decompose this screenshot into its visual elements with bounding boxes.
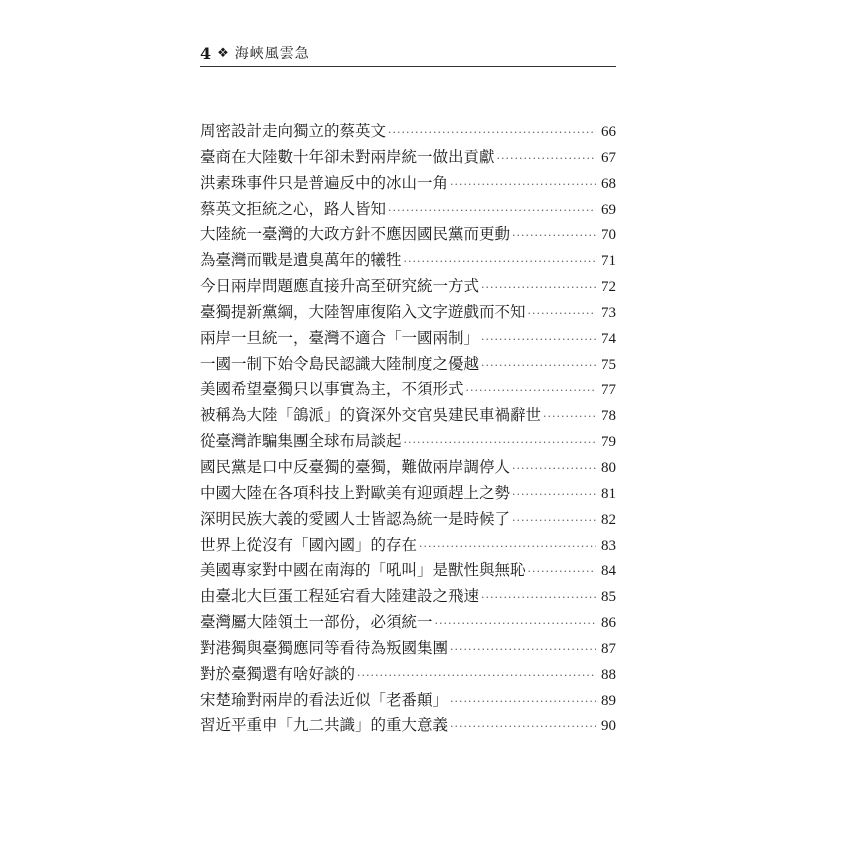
dot-leader — [497, 152, 596, 165]
dot-leader — [481, 591, 596, 604]
toc-entry-page: 87 — [601, 640, 616, 657]
dot-leader — [450, 178, 596, 191]
toc-entry-title: 美國專家對中國在南海的「吼叫」是獸性與無恥 — [200, 561, 526, 580]
toc-entry-page: 75 — [601, 356, 616, 373]
dot-leader — [435, 617, 596, 630]
toc-entry[interactable] — [200, 507, 616, 533]
toc-entry-title: 中國大陸在各項科技上對歐美有迎頭趕上之勢 — [200, 483, 511, 502]
toc-entry-page: 67 — [601, 149, 616, 166]
toc-entry[interactable] — [200, 352, 616, 378]
toc-entry-title: 美國希望臺獨只以事實為主，不須形式 — [200, 380, 464, 399]
toc-entry-title: 國民黨是口中反臺獨的臺獨，難做兩岸調停人 — [200, 457, 511, 476]
toc-entry-title: 深明民族大義的愛國人士皆認為統一是時候了 — [200, 509, 511, 528]
toc-entry-page: 71 — [601, 253, 616, 270]
toc-entry[interactable] — [200, 274, 616, 300]
dot-leader — [528, 565, 596, 578]
dot-leader — [512, 514, 596, 527]
dot-leader — [419, 540, 596, 553]
book-title: 海峽風雲急 — [234, 46, 310, 62]
toc-entry[interactable] — [200, 145, 616, 171]
toc-entry-title: 臺獨提新黨綱，大陸智庫復陷入文字遊戲而不知 — [200, 302, 526, 321]
toc-entry[interactable] — [200, 119, 616, 145]
toc-entry-page: 70 — [601, 227, 616, 244]
toc-entry-page: 68 — [601, 175, 616, 192]
toc-entry-title: 宋楚瑜對兩岸的看法近似「老番顛」 — [200, 690, 449, 709]
dot-leader — [481, 359, 596, 372]
dot-leader — [528, 307, 596, 320]
toc-entry-page: 77 — [601, 382, 616, 399]
toc-entry[interactable] — [200, 248, 616, 274]
toc-entry-page: 73 — [601, 304, 616, 321]
toc-entry-title: 臺商在大陸數十年卻未對兩岸統一做出貢獻 — [200, 147, 495, 166]
toc-entry[interactable] — [200, 222, 616, 248]
table-of-contents — [200, 119, 616, 739]
toc-entry[interactable] — [200, 713, 616, 739]
toc-entry-page: 84 — [601, 563, 616, 580]
dot-leader — [512, 229, 596, 242]
dot-leader — [450, 720, 596, 733]
dot-leader — [450, 643, 596, 656]
toc-entry-page: 81 — [601, 485, 616, 502]
dot-leader — [404, 255, 596, 268]
toc-entry[interactable] — [200, 610, 616, 636]
dot-leader — [481, 333, 596, 346]
toc-entry[interactable] — [200, 326, 616, 352]
dot-leader — [512, 462, 596, 475]
toc-entry-title: 蔡英文拒統之心，路人皆知 — [200, 199, 387, 218]
dot-leader — [388, 204, 596, 217]
toc-entry-title: 對港獨與臺獨應同等看待為叛國集團 — [200, 638, 449, 657]
dot-leader — [450, 695, 596, 708]
toc-entry[interactable] — [200, 636, 616, 662]
toc-entry-title: 今日兩岸問題應直接升高至研究統一方式 — [200, 277, 480, 296]
toc-entry-page: 89 — [601, 692, 616, 709]
toc-entry[interactable] — [200, 481, 616, 507]
toc-entry-title: 一國一制下始令島民認識大陸制度之優越 — [200, 354, 480, 373]
toc-entry[interactable] — [200, 455, 616, 481]
dot-leader — [466, 384, 596, 397]
toc-entry-title: 為臺灣而戰是遺臭萬年的犧牲 — [200, 251, 402, 270]
dot-leader — [404, 436, 596, 449]
toc-entry[interactable] — [200, 584, 616, 610]
toc-entry-title: 對於臺獨還有啥好談的 — [200, 664, 356, 683]
dot-leader — [388, 126, 596, 139]
toc-entry-page: 66 — [601, 124, 616, 140]
toc-entry[interactable] — [200, 300, 616, 326]
dot-leader — [543, 410, 596, 423]
toc-entry-title: 習近平重申「九二共識」的重大意義 — [200, 716, 449, 735]
ornament-icon: ❖ — [217, 45, 229, 61]
toc-entry-title: 大陸統一臺灣的大政方針不應因國民黨而更動 — [200, 225, 511, 244]
toc-entry-title: 臺灣屬大陸領土一部份，必須統一 — [200, 613, 433, 632]
toc-entry[interactable] — [200, 377, 616, 403]
toc-entry-page: 90 — [601, 718, 616, 735]
toc-entry[interactable] — [200, 429, 616, 455]
toc-entry-page: 80 — [601, 459, 616, 476]
toc-entry[interactable] — [200, 688, 616, 714]
page-number: 4 — [200, 43, 212, 63]
toc-entry-page: 69 — [601, 201, 616, 218]
dot-leader — [512, 488, 596, 501]
toc-entry-page: 82 — [601, 511, 616, 528]
toc-entry-title: 兩岸一旦統一，臺灣不適合「一國兩制」 — [200, 328, 480, 347]
toc-entry-title: 被稱為大陸「鴿派」的資深外交官吳建民車禍辭世 — [200, 406, 542, 425]
toc-entry-page: 74 — [601, 330, 616, 347]
toc-entry-page: 78 — [601, 408, 616, 425]
toc-entry[interactable] — [200, 171, 616, 197]
toc-entry-title: 洪素珠事件只是普遍反中的冰山一角 — [200, 173, 449, 192]
toc-entry-page: 83 — [601, 537, 616, 554]
toc-entry-page: 79 — [601, 434, 616, 451]
toc-entry[interactable] — [200, 403, 616, 429]
toc-entry[interactable] — [200, 533, 616, 559]
toc-entry-page: 72 — [601, 279, 616, 296]
toc-entry[interactable] — [200, 558, 616, 584]
toc-entry-title: 由臺北大巨蛋工程延宕看大陸建設之飛速 — [200, 587, 480, 606]
toc-entry-page: 85 — [601, 589, 616, 606]
toc-entry-page: 86 — [601, 615, 616, 632]
toc-entry-title: 從臺灣詐騙集團全球布局談起 — [200, 432, 402, 451]
running-header — [200, 40, 616, 67]
dot-leader — [357, 669, 596, 682]
dot-leader — [481, 281, 596, 294]
toc-entry-title: 世界上從沒有「國內國」的存在 — [200, 535, 418, 554]
toc-entry-title: 周密設計走向獨立的蔡英文 — [200, 122, 387, 140]
toc-entry[interactable] — [200, 197, 616, 223]
toc-entry[interactable] — [200, 662, 616, 688]
toc-entry-page: 88 — [601, 666, 616, 683]
